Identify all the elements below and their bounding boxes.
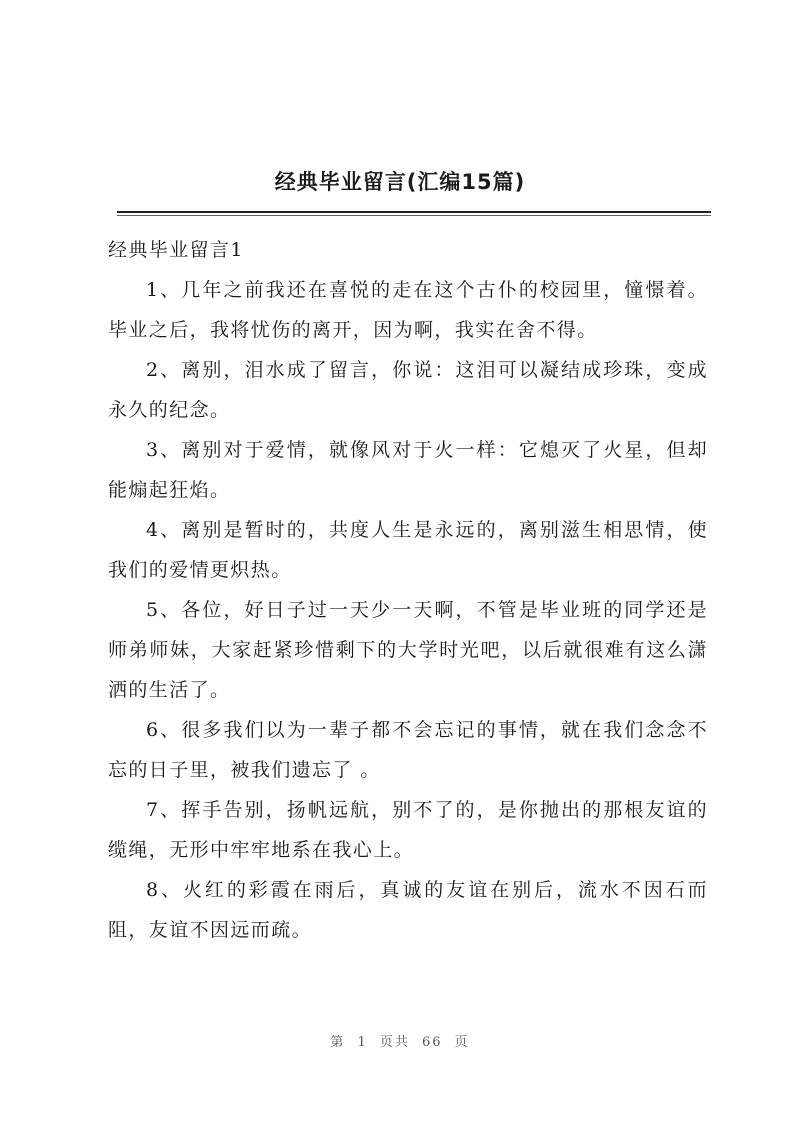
document-body [108,230,708,950]
document-title: 经典毕业留言(汇编15篇) [274,170,526,194]
paragraph: 6、很多我们以为一辈子都不会忘记的事情，就在我们念念不忘的日子里，被我们遗忘了 。 [108,719,708,781]
paragraph: 1、几年之前我还在喜悦的走在这个古仆的校园里，憧憬着。毕业之后，我将忧伤的离开，因为啊，我实在舍不得。 [108,279,708,341]
paragraph: 7、挥手告别，扬帆远航，别不了的，是你抛出的那根友谊的缆绳，无形中牢牢地系在我心上。 [108,799,708,861]
paragraph: 2、离别，泪水成了留言，你说：这泪可以凝结成珍珠，变成永久的纪念。 [108,359,708,421]
title-divider [117,211,711,213]
paragraph: 5、各位，好日子过一天少一天啊，不管是毕业班的同学还是师弟师妹，大家赶紧珍惜剩下的大学时光吧，以后就很难有这么潇洒的生活了。 [108,599,708,701]
paragraph: 4、离别是暂时的，共度人生是永远的，离别滋生相思情，使我们的爱情更炽热。 [108,519,708,581]
paragraph: 8、火红的彩霞在雨后，真诚的友谊在别后，流水不因石而阻，友谊不因远而疏。 [108,879,708,941]
title-divider-thin [117,215,711,216]
section-heading: 经典毕业留言1 [108,239,244,261]
page-number: 第 1 页共 66 页 [330,1035,470,1050]
paragraph: 3、离别对于爱情，就像风对于火一样：它熄灭了火星，但却能煽起狂焰。 [108,439,708,501]
